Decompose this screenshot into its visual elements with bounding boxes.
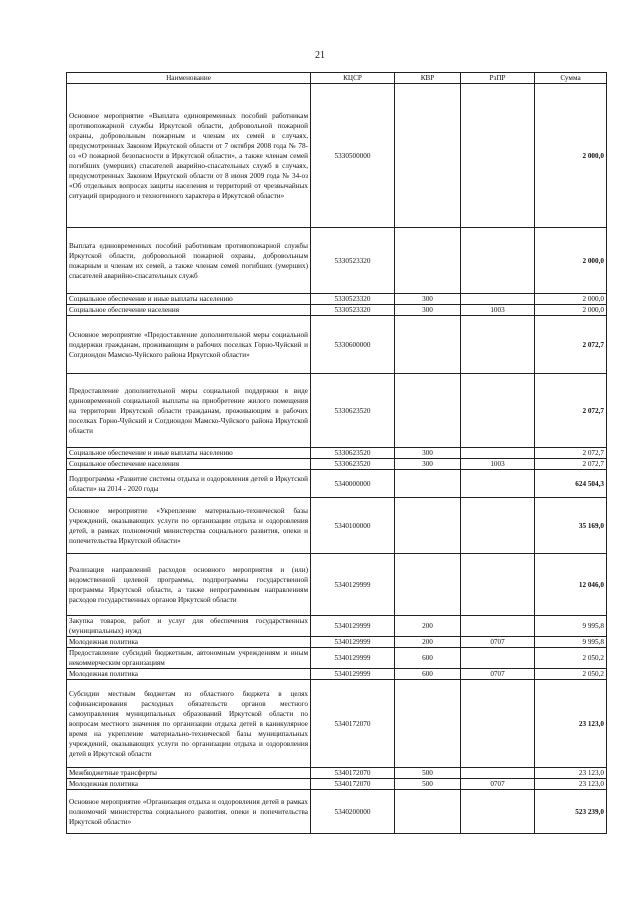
row-rzpr — [461, 616, 535, 637]
row-kvr — [395, 680, 461, 768]
row-kvr — [395, 498, 461, 554]
row-rzpr — [461, 84, 535, 228]
row-name: Основное мероприятие «Укрепление материально-технической базы учреждений, оказывающих услуги по организации отдыха и оздоровления детей, в рамках полномочий министерства социального развития, опеки и попечительства Иркутской области» — [67, 498, 311, 554]
row-kcsr: 5340129999 — [311, 616, 395, 637]
table-row — [67, 470, 607, 498]
table-row — [67, 554, 607, 616]
row-kcsr: 5330623520 — [311, 448, 395, 459]
row-rzpr — [461, 294, 535, 305]
row-kcsr: 5330623520 — [311, 374, 395, 448]
row-name: Основное мероприятие «Предоставление дополнительной меры социальной поддержки гражданам, проживающим в рабочих поселках Горно-Чуйский и Согдиондон Мамско-Чуйского района Иркутской области» — [67, 316, 311, 374]
header-kcsr: КЦСР — [311, 73, 395, 84]
row-name: Основное мероприятие «Организация отдыха и оздоровления детей в рамках полномочий министерства социального развития, опеки и попечительства Иркутской области» — [67, 790, 311, 834]
row-name: Социальное обеспечение населения — [67, 459, 311, 470]
row-name: Основное мероприятие «Выплата единовременных пособий работникам противопожарной службы Иркутской области, добровольной пожарной охраны, добровольным пожарным и членам их семей в случаях, предусмотренных Законом Иркутской области от 7 октября 2008 года № 78-оз «О пожарной безопасности в Иркутской области», а также членам семей погибших (умерших) спасателей аварийно-спасательных служб в случаях, предусмотренных Законом Иркутской области от 8 июня 2009 года № 34-оз «Об отдельных вопросах защиты населения и территорий от чрезвычайных ситуаций природного и техногенного характера в Иркутской области» — [67, 84, 311, 228]
header-name: Наименование — [67, 73, 311, 84]
row-sum: 2 050,2 — [535, 648, 607, 669]
row-kvr — [395, 554, 461, 616]
table-row — [67, 680, 607, 768]
row-kcsr: 5340200000 — [311, 790, 395, 834]
row-sum: 2 000,0 — [535, 294, 607, 305]
row-kvr — [395, 790, 461, 834]
row-sum: 23 123,0 — [535, 779, 607, 790]
row-kcsr: 5330600000 — [311, 316, 395, 374]
row-name: Молодежная политика — [67, 669, 311, 680]
row-sum: 2 050,2 — [535, 669, 607, 680]
row-kcsr: 5340172070 — [311, 680, 395, 768]
table-row — [67, 637, 607, 648]
row-kvr: 600 — [395, 669, 461, 680]
row-rzpr: 0707 — [461, 637, 535, 648]
row-name: Реализация направлений расходов основного мероприятия и (или) ведомственной целевой программы, подпрограммы государственной программы Иркутской области, а также непрограммным направлениям расходов государственных органов Иркутской области — [67, 554, 311, 616]
table-header-row — [67, 73, 607, 84]
row-name: Социальное обеспечение населения — [67, 305, 311, 316]
row-rzpr — [461, 554, 535, 616]
row-sum: 2 000,0 — [535, 305, 607, 316]
row-kcsr: 5340172070 — [311, 779, 395, 790]
header-rzpr: РзПР — [461, 73, 535, 84]
table-row — [67, 305, 607, 316]
table-body — [67, 84, 607, 834]
row-sum: 2 072,7 — [535, 448, 607, 459]
row-name: Предоставление дополнительной меры социальной поддержки в виде единовременной социальной выплаты на приобретение жилого помещения на территории Иркутской области гражданам, проживающим в рабочих поселках Горно-Чуйский и Согдиондон Мамско-Чуйского района Иркутской области — [67, 374, 311, 448]
page-number: 21 — [315, 50, 325, 61]
row-kvr — [395, 316, 461, 374]
row-rzpr: 0707 — [461, 779, 535, 790]
row-rzpr — [461, 648, 535, 669]
row-name: Подпрограмма «Развитие системы отдыха и оздоровления детей в Иркутской области» на 2014 - 2020 годы — [67, 470, 311, 498]
row-kvr — [395, 84, 461, 228]
table-row — [67, 779, 607, 790]
row-sum: 523 239,0 — [535, 790, 607, 834]
row-rzpr — [461, 448, 535, 459]
row-name: Закупка товаров, работ и услуг для обеспечения государственных (муниципальных) нужд — [67, 616, 311, 637]
row-name: Социальное обеспечение и иные выплаты населению — [67, 448, 311, 459]
row-rzpr — [461, 470, 535, 498]
table-row — [67, 648, 607, 669]
row-sum: 12 046,0 — [535, 554, 607, 616]
row-kvr: 200 — [395, 616, 461, 637]
row-kvr: 300 — [395, 459, 461, 470]
table-row — [67, 448, 607, 459]
row-kcsr: 5340129999 — [311, 648, 395, 669]
row-rzpr — [461, 498, 535, 554]
row-kvr — [395, 470, 461, 498]
row-kcsr: 5330523320 — [311, 305, 395, 316]
row-kvr: 500 — [395, 768, 461, 779]
row-name: Межбюджетные трансферты — [67, 768, 311, 779]
row-kvr: 300 — [395, 294, 461, 305]
table-row — [67, 616, 607, 637]
row-sum: 23 123,0 — [535, 680, 607, 768]
header-sum: Сумма — [535, 73, 607, 84]
table-row — [67, 790, 607, 834]
row-kcsr: 5330500000 — [311, 84, 395, 228]
row-kcsr: 5340129999 — [311, 637, 395, 648]
table-row — [67, 84, 607, 228]
row-kvr: 300 — [395, 448, 461, 459]
row-name: Предоставление субсидий бюджетным, автономным учреждениям и иным некоммерческим организациям — [67, 648, 311, 669]
row-name: Молодежная политика — [67, 637, 311, 648]
row-sum: 23 123,0 — [535, 768, 607, 779]
row-sum: 35 169,0 — [535, 498, 607, 554]
table-row — [67, 294, 607, 305]
row-sum: 9 995,8 — [535, 637, 607, 648]
row-sum: 2 072,7 — [535, 316, 607, 374]
row-sum: 2 072,7 — [535, 374, 607, 448]
row-rzpr: 0707 — [461, 669, 535, 680]
table-row — [67, 374, 607, 448]
row-kcsr: 5330523320 — [311, 294, 395, 305]
row-sum: 9 995,8 — [535, 616, 607, 637]
row-rzpr — [461, 680, 535, 768]
row-rzpr — [461, 790, 535, 834]
row-kcsr: 5330623520 — [311, 459, 395, 470]
table-row — [67, 768, 607, 779]
header-kvr: КВР — [395, 73, 461, 84]
budget-table — [66, 72, 607, 834]
row-kcsr: 5340172070 — [311, 768, 395, 779]
row-kvr — [395, 374, 461, 448]
row-kvr: 600 — [395, 648, 461, 669]
row-name: Социальное обеспечение и иные выплаты населению — [67, 294, 311, 305]
row-kcsr: 5340129999 — [311, 669, 395, 680]
table-row — [67, 228, 607, 294]
row-kcsr: 5340000000 — [311, 470, 395, 498]
row-name: Молодежная политика — [67, 779, 311, 790]
row-sum: 2 000,0 — [535, 84, 607, 228]
row-kvr — [395, 228, 461, 294]
row-kvr: 300 — [395, 305, 461, 316]
row-sum: 2 000,0 — [535, 228, 607, 294]
row-name: Субсидии местным бюджетам из областного бюджета в целях софинансирования расходных обязательств органов местного самоуправления муниципальных образований Иркутской области по вопросам местного значения по организации отдыха детей в каникулярное время на укрепление материально-технической базы муниципальных учреждений, оказывающих услуги по организации отдыха и оздоровления детей в Иркутской области — [67, 680, 311, 768]
row-rzpr — [461, 228, 535, 294]
row-kcsr: 5340129999 — [311, 554, 395, 616]
row-name: Выплата единовременных пособий работникам противопожарной службы Иркутской области, добровольной пожарной охраны, добровольным пожарным и членам их семей, а также членам семей погибших (умерших) спасателей аварийно-спасательных служб — [67, 228, 311, 294]
table-row — [67, 316, 607, 374]
table-row — [67, 669, 607, 680]
row-rzpr: 1003 — [461, 459, 535, 470]
row-rzpr — [461, 316, 535, 374]
row-rzpr: 1003 — [461, 305, 535, 316]
row-sum: 2 072,7 — [535, 459, 607, 470]
row-sum: 624 504,3 — [535, 470, 607, 498]
row-kvr: 500 — [395, 779, 461, 790]
row-kcsr: 5340100000 — [311, 498, 395, 554]
row-kvr: 200 — [395, 637, 461, 648]
table-row — [67, 498, 607, 554]
row-rzpr — [461, 768, 535, 779]
table-row — [67, 459, 607, 470]
row-rzpr — [461, 374, 535, 448]
row-kcsr: 5330523320 — [311, 228, 395, 294]
